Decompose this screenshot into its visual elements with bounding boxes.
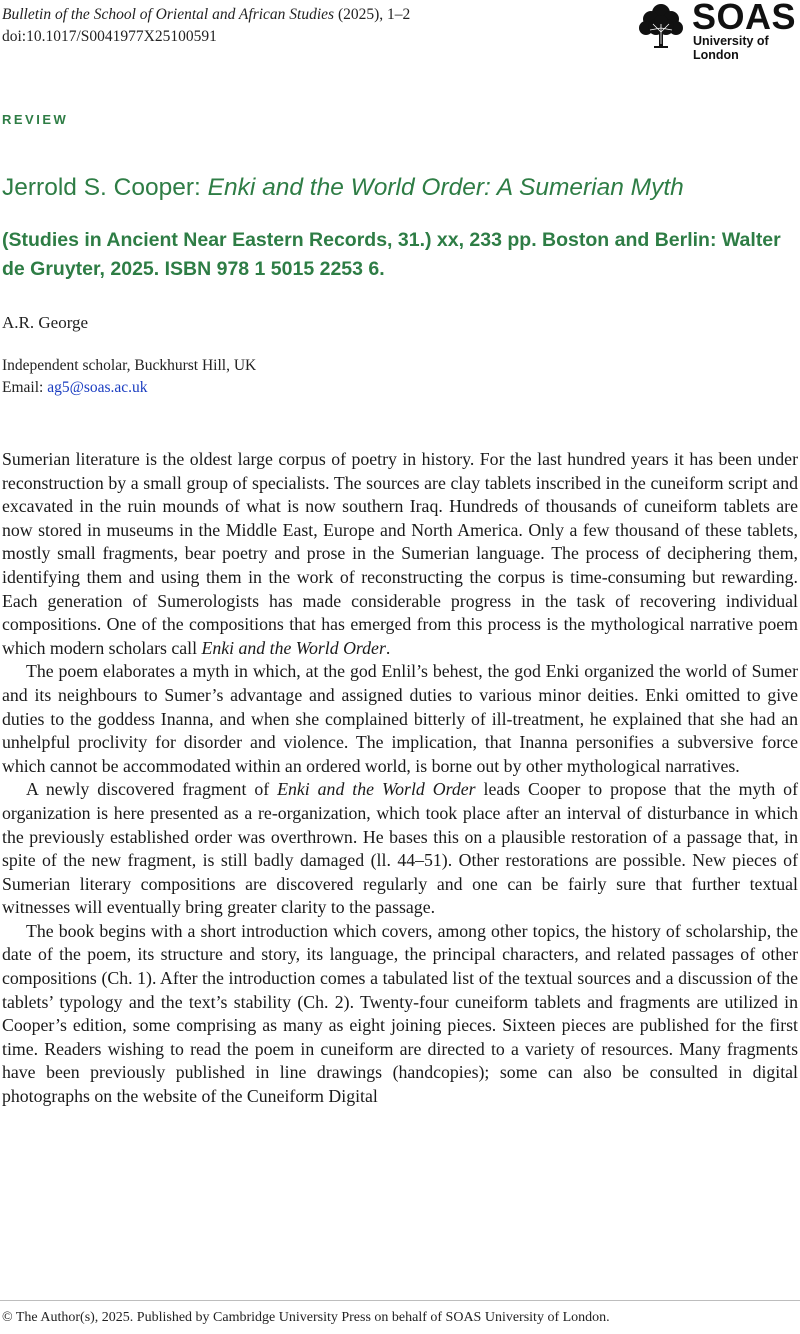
- footer-copyright: © The Author(s), 2025. Published by Cambridge University Press on behalf of SOAS University of London.: [2, 1310, 610, 1325]
- paragraph-3: [2, 778, 798, 920]
- title-author: Jerrold S. Cooper:: [2, 174, 201, 201]
- title-book: Enki and the World Order: A Sumerian Myth: [207, 174, 684, 201]
- journal-name: Bulletin of the School of Oriental and African Studies: [2, 6, 335, 23]
- journal-header: [2, 4, 410, 48]
- reviewer-affiliation-block: [2, 355, 256, 399]
- logo-subtitle: University of London: [693, 34, 769, 62]
- soas-logo[interactable]: [636, 0, 798, 62]
- journal-citation: [2, 4, 410, 26]
- tree-icon: [636, 0, 686, 50]
- paragraph-4: The book begins with a short introduction which covers, among other topics, the history of scholarship, the date of the poem, its structure and story, its language, the principal characters, and related passages of other compositions (Ch. 1). After the introduction comes a tabulated list of the textual sources and a discussion of the tablets’ typology and the text’s stability (Ch. 2). Twenty-four cuneiform tablets and fragments are utilized in Cooper’s edition, some comprising as many as eight joining pieces. Sixteen pieces are published for the first time. Readers wishing to read the poem in cuneiform are directed to a variety of resources. Many fragments have been previously published in line drawings (handcopies); some can also be consulted in digital photographs on the website of the Cuneiform Digital: [2, 920, 798, 1107]
- email-label: Email:: [2, 379, 44, 396]
- reviewer-name: A.R. George: [2, 313, 89, 332]
- section-label: REVIEW: [2, 112, 69, 127]
- email-link[interactable]: ag5@soas.ac.uk: [47, 379, 148, 396]
- p3-italic: Enki and the World Order: [277, 779, 476, 800]
- p1-italic: Enki and the World Order: [201, 637, 386, 658]
- email-line: [2, 377, 256, 399]
- p1-end: .: [385, 637, 391, 658]
- paragraph-2: The poem elaborates a myth in which, at the god Enlil’s behest, the god Enki organized the world of Sumer and its neighbours to Sumer’s advantage and assigned duties to various minor deities. Enki omitted to give duties to the goddess Inanna, and when she complained bitterly of ill-treatment, he explained that she had an unhelpful proclivity for disorder and violence. The implication, that Inanna personifies a subversive force which cannot be accommodated within an ordered world, is borne out by other mythological narratives.: [2, 661, 798, 776]
- article-title: [2, 174, 798, 202]
- journal-year-pages: (2025), 1–2: [337, 6, 411, 23]
- p3-start: A newly discovered fragment of: [26, 779, 278, 800]
- logo-wordmark: SOAS: [692, 0, 797, 37]
- affiliation: Independent scholar, Buckhurst Hill, UK: [2, 357, 257, 374]
- p1-main: Sumerian literature is the oldest large corpus of poetry in history. For the last hundred years it has been under reconstruction by a small group of specialists. The sources are clay tablets inscribed in the cuneiform script and excavated in the ruin mounds of what is now southern Iraq. Hundreds of thousands of cuneiform tablets are now stored in museums in the Middle East, Europe and North America. Only a few thousand of these tablets, mostly small fragments, bear poetry and prose in the Sumerian language. The process of deciphering them, identifying them and using them in the work of reconstructing the corpus is time-consuming but rewarding. Each generation of Sumerologists has made considerable progress in the task of recovering individual compositions. One of the compositions that has emerged from this process is the mythological narrative poem which modern scholars call: [2, 449, 798, 658]
- doi[interactable]: doi:10.1017/S0041977X25100591: [2, 28, 217, 45]
- footer-divider: [0, 1300, 800, 1301]
- p3-rest: leads Cooper to propose that the myth of organization is here presented as a re-organization, which took place after an interval of disturbance in which the previously established order was overthrown. He bases this on a plausible restoration of a passage that, in spite of the new fragment, is still badly damaged (ll. 44–51). Other restorations are possible. New pieces of Sumerian literary compositions are discovered regularly and one can be fairly sure that further textual witnesses will eventually bring greater clarity to the passage.: [2, 779, 798, 918]
- article-subtitle: (Studies in Ancient Near Eastern Records, 31.) xx, 233 pp. Boston and Berlin: Walter de Gruyter, 2025. ISBN 978 1 5015 2253 6.: [2, 229, 781, 280]
- paragraph-1: [2, 448, 798, 660]
- article-body: [2, 448, 798, 1109]
